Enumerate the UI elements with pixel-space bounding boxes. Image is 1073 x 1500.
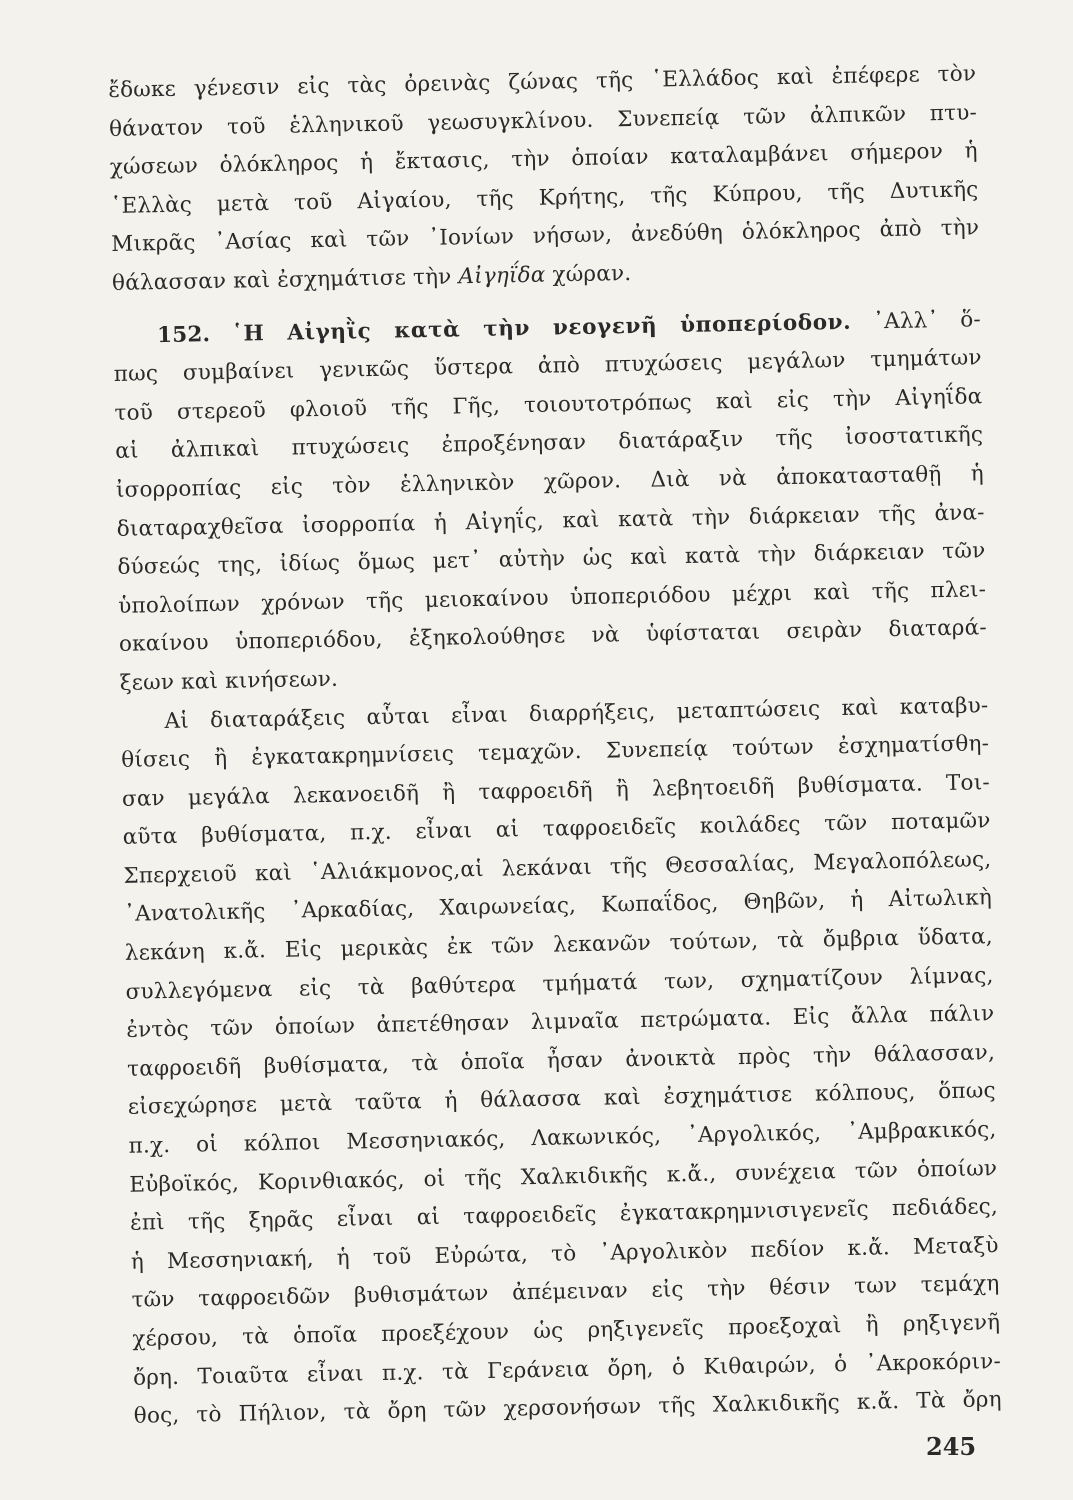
text-line: θάνατον τοῦ ἑλληνικοῦ γεωσυγκλίνου. Συνεπείᾳ τῶν ἀλπικῶν πτυ- [108, 99, 978, 142]
text-line: ᾿Ανατολικῆς ᾿Αρκαδίας, Χαιρωνείας, Κωπαΐδος, Θηβῶν, ἡ Αἰτωλικὴ [123, 885, 993, 928]
text-line: Αἱ διαταράξεις αὗται εἶναι διαρρήξεις, μεταπτώσεις καὶ καταβυ- [164, 692, 989, 734]
text-line: ταφροειδῆ βυθίσματα, τὰ ὁποῖα ἦσαν ἀνοικτὰ πρὸς τὴν θάλασσαν, [126, 1039, 996, 1082]
text-line: θίσεις ἢ ἐγκατακρημνίσεις τεμαχῶν. Συνεπείᾳ τούτων ἐσχηματίσθη- [120, 731, 990, 773]
text-line: δύσεώς της, ἰδίως ὅμως μετ᾿ αὐτὴν ὡς καὶ κατὰ τὴν διάρκειαν τῶν [117, 538, 986, 581]
text-line: οκαίνου ὑποπεριόδου, ἐξηκολούθησε νὰ ὑφίσταται σειρὰν διαταρά- [118, 615, 988, 658]
text-fragment: χώραν. [545, 260, 632, 288]
text-fragment: θάλασσαν καὶ ἐσχημάτισε τὴν [111, 264, 459, 296]
section-number: 152. [156, 321, 211, 348]
text-line: λεκάνη κ.ἄ. Εἰς μερικὰς ἐκ τῶν λεκανῶν τούτων, τὰ ὄμβρια ὕδατα, [124, 924, 994, 966]
section-title: ῾Η Αἰγηῒς κατὰ τὴν νεογενῆ ὑποπερίοδον. [231, 309, 852, 347]
text-line: διαταραχθεῖσα ἰσορροπία ἡ Αἰγηΐς, καὶ κατὰ τὴν διάρκειαν τῆς ἀνα- [116, 499, 985, 542]
text-line: ὄρη. Τοιαῦτα εἶναι π.χ. τὰ Γεράνεια ὄρη, ὁ Κιθαιρών, ὁ ᾿Ακροκόριν- [132, 1348, 1002, 1391]
text-line: χώσεων ὁλόκληρος ἡ ἔκτασις, τὴν ὁποίαν καταλαμβάνει σήμερον ἡ [109, 138, 978, 181]
text-line: ἐντὸς τῶν ὁποίων ἀπετέθησαν λιμναῖα πετρώματα. Εἰς ἄλλα πάλιν [126, 1001, 995, 1044]
text-line: τοῦ στερεοῦ φλοιοῦ τῆς Γῆς, τοιουτοτρόπως καὶ εἰς τὴν Αἰγηΐδα [114, 384, 983, 426]
text-line: χέρσου, τὰ ὁποῖα προεξέχουν ὡς ρηξιγενεῖς προεξοχαὶ ἢ ρηξιγενῆ [132, 1310, 1001, 1352]
text-line: αἱ ἀλπικαὶ πτυχώσεις ἐπροξένησαν διατάραξιν τῆς ἰσοστατικῆς [115, 422, 984, 465]
text-line: τῶν ταφροειδῶν βυθισμάτων ἀπέμειναν εἰς τὴν θέσιν των τεμάχη [131, 1271, 1000, 1314]
text-line: αῦτα βυθίσματα, π.χ. εἶναι αἱ ταφροειδεῖς κοιλάδες τῶν ποταμῶν [122, 808, 991, 851]
text-line: ὑπολοίπων χρόνων τῆς μειοκαίνου ὑποπεριόδου μέχρι καὶ τῆς πλει- [118, 576, 987, 619]
text-line: Εὐβοϊκός, Κορινθιακός, οἱ τῆς Χαλκιδικῆς κ.ἄ., συνέχεια τῶν ὁποίων [129, 1155, 998, 1198]
text-line: Μικρᾶς ᾿Ασίας καὶ τῶν ᾿Ιονίων νήσων, ἀνεδύθη ὁλόκληρος ἀπὸ τὴν [111, 215, 980, 258]
text-line: ῾Ελλὰς μετὰ τοῦ Αἰγαίου, τῆς Κρήτης, τῆς Κύπρου, τῆς Δυτικῆς [110, 177, 979, 219]
text-line: ἡ Μεσσηνιακή, ἡ τοῦ Εὐρώτα, τὸ ᾿Αργολικὸν πεδίον κ.ἄ. Μεταξὺ [130, 1232, 999, 1275]
text-line: ἰσορροπίας εἰς τὸν ἑλληνικὸν χῶρον. Διὰ νὰ ἀποκατασταθῇ ἡ [115, 461, 985, 503]
italic-term: Αἰγηΐδα [458, 262, 546, 290]
text-line: Σπερχειοῦ καὶ ῾Αλιάκμονος,αἱ λεκάναι τῆς Θεσσαλίας, Μεγαλοπόλεως, [123, 847, 992, 889]
text-line: θος, τὸ Πήλιον, τὰ ὄρη τῶν χερσονήσων τῆς Χαλκιδικῆς κ.ἄ. Τὰ ὄρη [133, 1387, 1002, 1429]
text-line: εἰσεχώρησε μετὰ ταῦτα ἡ θάλασσα καὶ ἐσχημάτισε κόλπους, ὅπως [127, 1078, 996, 1121]
section-heading-rest: ᾿Αλλ᾿ ὅ- [872, 306, 982, 334]
text-line: ἐπὶ τῆς ξηρᾶς εἶναι αἱ ταφροειδεῖς ἐγκατακρημνισιγενεῖς πεδιάδες, [129, 1194, 999, 1237]
page-text [108, 55, 1002, 1436]
text-line: πως συμβαίνει γενικῶς ὕστερα ἀπὸ πτυχώσεις μεγάλων τμημάτων [113, 345, 982, 388]
text-line: π.χ. οἱ κόλποι Μεσσηνιακός, Λακωνικός, ᾿Αργολικός, ᾿Αμβρακικός, [128, 1117, 997, 1159]
text-line: ἔδωκε γένεσιν εἰς τὰς ὀρεινὰς ζώνας τῆς ῾Ελλάδος καὶ ἐπέφερε τὸν [108, 61, 977, 103]
page-number: 245 [926, 1432, 977, 1461]
text-line: συλλεγόμενα εἰς τὰ βαθύτερα τμήματά των, σχηματίζουν λίμνας, [125, 962, 994, 1005]
text-line: σαν μεγάλα λεκανοειδῆ ἢ ταφροειδῆ ἢ λεβητοειδῆ βυθίσματα. Τοι- [121, 769, 991, 812]
text-line: ξεων καὶ κινήσεων. [119, 666, 339, 696]
